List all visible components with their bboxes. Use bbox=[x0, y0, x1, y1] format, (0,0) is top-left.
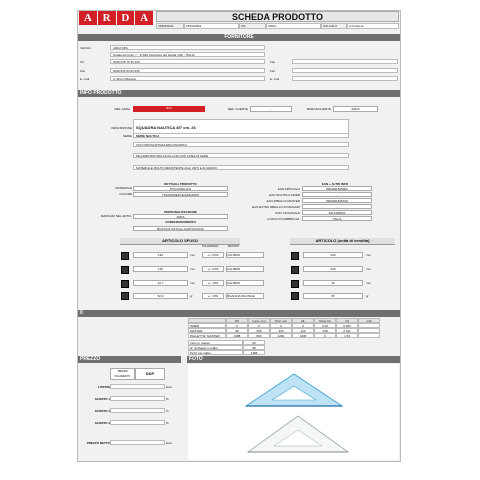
articolo-vendita-title: ARTICOLO (unità di vendita) bbox=[290, 238, 395, 245]
ean-label: EAN SCATOLA INNER bbox=[269, 193, 300, 197]
note-field[interactable]: CON IMPUGNATURA ERGONOMICA bbox=[133, 142, 349, 147]
pallet-value[interactable]: 66 bbox=[243, 340, 265, 345]
table-header: Prof. mm bbox=[270, 318, 292, 323]
fornitore-right-label: E. mail bbox=[270, 77, 280, 81]
ean-value[interactable]: 8004811815019 bbox=[302, 198, 372, 203]
header-value[interactable]: ARDA bbox=[266, 23, 321, 29]
table-cell[interactable]: 1600 bbox=[292, 333, 314, 338]
width-icon bbox=[121, 266, 129, 274]
pallet-value[interactable]: 4488 bbox=[243, 350, 265, 355]
colore-label: COLORE bbox=[119, 192, 132, 196]
table-cell[interactable]: 1200 bbox=[270, 333, 292, 338]
prezzo-label: PREZZO NETTO bbox=[86, 441, 110, 445]
sfuso-method[interactable]: CALIBRO bbox=[226, 252, 264, 258]
logo-letter: R bbox=[98, 11, 116, 25]
descrizione-field[interactable]: SQUADRA NAUTICA 45° cm. 26 bbox=[133, 119, 349, 137]
height-icon bbox=[291, 280, 299, 288]
ean-value[interactable]: - bbox=[302, 192, 372, 197]
materiale-label: MATERIALE bbox=[115, 186, 132, 190]
fornitore-field[interactable]: Strada dei Frati, 7 - 37040 Peschiera del Garda (VR) - ITALIA bbox=[110, 52, 265, 57]
ean-label: EAN IMBALLO MASTER bbox=[266, 199, 300, 203]
ean-value[interactable]: - bbox=[302, 204, 372, 209]
sfuso-tolerance[interactable]: +/- 10% bbox=[202, 280, 224, 286]
header-label: IVA bbox=[239, 23, 266, 29]
prezzo-label: SCONTO 2 bbox=[94, 409, 110, 413]
photo-area bbox=[188, 364, 399, 460]
prezzo-field[interactable] bbox=[110, 384, 165, 389]
vendita-value[interactable]: 228 bbox=[303, 266, 363, 272]
weight-icon bbox=[291, 292, 299, 300]
page-title: SCHEDA PRODOTTO bbox=[156, 11, 399, 22]
prezzo-unit: Euro bbox=[166, 441, 173, 445]
table-cell[interactable]: 120 bbox=[292, 328, 314, 333]
prezzo-pct: % bbox=[166, 409, 169, 413]
prezzo-label: LISTINO bbox=[98, 385, 110, 389]
prezzo-label: SCONTO 3 bbox=[94, 421, 110, 425]
table-cell[interactable]: 4,50 bbox=[314, 328, 336, 333]
fornitore-label: Tel bbox=[80, 60, 84, 64]
set-square-image bbox=[188, 364, 399, 460]
sfuso-value[interactable]: 195 bbox=[133, 266, 188, 272]
marca-value[interactable]: ARDA bbox=[333, 106, 378, 112]
table-header: Peso Kg bbox=[314, 318, 336, 323]
length-icon bbox=[291, 252, 299, 260]
personalizzazione-title: PERSONALIZZAZIONE bbox=[164, 210, 197, 214]
table-cell[interactable]: 0 bbox=[314, 333, 336, 338]
descrizione-label: DESCRIZIONE bbox=[111, 126, 132, 130]
sfuso-tolerance[interactable]: +/- 0,5% bbox=[202, 266, 224, 272]
table-cell[interactable]: 0 bbox=[270, 323, 292, 328]
fornitore-field[interactable]: ARDA SPA bbox=[110, 45, 265, 50]
pallet-label: Pezzi per pallet bbox=[188, 350, 243, 355]
sfuso-tolerance[interactable]: +/- 10% bbox=[202, 293, 224, 299]
packaging-header: 0 bbox=[78, 310, 400, 317]
articolo-sfuso-title: ARTICOLO SFUSO bbox=[120, 238, 240, 245]
fornitore-right-field[interactable] bbox=[292, 76, 398, 81]
fornitore-field[interactable]: 0039 045 75 36 100 bbox=[110, 59, 265, 64]
ean-value[interactable]: ITALIA bbox=[302, 216, 372, 221]
logo-letter: A bbox=[135, 11, 153, 25]
sfuso-unit: mm bbox=[190, 267, 195, 271]
dettagli-title: DETTAGLI PRODOTTO bbox=[164, 182, 197, 186]
fornitore-field[interactable]: 0039 045 64 00 465 bbox=[110, 68, 265, 73]
ref-cliente-value[interactable]: - bbox=[250, 106, 292, 112]
ean-label: EAN EXTRA IMBALLO DI MAGAZZ bbox=[252, 205, 300, 209]
table-header: m3 bbox=[336, 318, 358, 323]
fornitore-right-field[interactable] bbox=[292, 59, 398, 64]
length-icon bbox=[121, 252, 129, 260]
logo-letter: A bbox=[79, 11, 97, 25]
table-cell: PALLETTIZ. MASTER bbox=[188, 333, 226, 338]
sfuso-unit: mm bbox=[190, 281, 195, 285]
table-cell[interactable]: 0,00 bbox=[314, 323, 336, 328]
packaging-table bbox=[188, 318, 380, 338]
vendita-value[interactable]: 209 bbox=[303, 252, 363, 258]
table-cell[interactable]: 800 bbox=[248, 333, 270, 338]
fornitore-label: E. mail bbox=[80, 77, 90, 81]
sfuso-value[interactable]: 195 bbox=[133, 252, 188, 258]
sfuso-value[interactable]: 52,0 bbox=[133, 293, 188, 299]
vendita-value[interactable]: 15 bbox=[303, 280, 363, 286]
ref-arda-value[interactable]: 815 bbox=[133, 106, 205, 112]
header-meta-row bbox=[156, 23, 399, 29]
vendita-unit: mm bbox=[366, 253, 371, 257]
prezzo-header: PREZZO bbox=[78, 356, 181, 363]
header-label: CALCOLO bbox=[321, 23, 347, 29]
table-cell[interactable]: 66 bbox=[226, 328, 248, 333]
pallet-value[interactable]: 68 bbox=[243, 345, 265, 350]
table-header: Lung. mm bbox=[248, 318, 270, 323]
ean-title: EAN + ALTRI INFO bbox=[321, 182, 349, 186]
table-cell[interactable]: 0 bbox=[292, 323, 314, 328]
ref-arda-label: REF. ARDA bbox=[114, 107, 130, 111]
materiale-value[interactable]: PVC/ACRILICO bbox=[133, 186, 228, 191]
width-icon bbox=[291, 266, 299, 274]
sfuso-value[interactable]: 12,7 bbox=[133, 280, 188, 286]
pallet-table bbox=[188, 340, 265, 355]
prezzo-field[interactable] bbox=[110, 408, 165, 413]
header-value[interactable]: A rimanere bbox=[347, 23, 399, 29]
fornitore-label: Indirizzo bbox=[80, 46, 92, 50]
table-header: ml3 bbox=[358, 318, 380, 323]
confezionamento-title: CONFEZIONAMENTO bbox=[165, 220, 196, 224]
vendita-unit: mm bbox=[366, 267, 371, 271]
confezionamento-value[interactable]: BUSTA PLASTICA+CARTONCINO bbox=[133, 226, 228, 231]
table-cell[interactable]: 0 bbox=[226, 323, 248, 328]
foto-header: FOTO bbox=[187, 356, 400, 363]
table-header: Alt. bbox=[292, 318, 314, 323]
serie-field[interactable]: SERIE NAUTICA bbox=[133, 133, 349, 138]
serie-label: SERIE bbox=[122, 134, 132, 138]
fornitore-right-label: Fax bbox=[270, 69, 276, 73]
prezzo-field[interactable] bbox=[110, 420, 165, 425]
table-cell[interactable]: 0 bbox=[248, 323, 270, 328]
table-cell[interactable]: 4488 bbox=[226, 333, 248, 338]
table-cell[interactable] bbox=[358, 333, 380, 338]
table-cell[interactable]: 280 bbox=[248, 328, 270, 333]
sfuso-method[interactable]: BILANCIA DIGITALE bbox=[226, 293, 264, 299]
tolleranza-label: TOLLERANZA bbox=[202, 245, 219, 248]
ean-value[interactable]: 9017200510 bbox=[302, 210, 372, 215]
ddp-label: DDP bbox=[135, 368, 165, 380]
prezzo-pct: % bbox=[166, 421, 169, 425]
prezzo-pct: % bbox=[166, 397, 169, 401]
table-cell[interactable]: 1,54 bbox=[336, 333, 358, 338]
note-field[interactable]: MILLIMETRATURA INCOLLATA CON LINEA DI FEDE bbox=[133, 153, 349, 158]
arda-logo bbox=[79, 11, 154, 25]
marca-label: MARCA/CLIENTE bbox=[306, 107, 331, 111]
metodo-label: METODO bbox=[228, 245, 239, 248]
weight-icon bbox=[121, 292, 129, 300]
note-field[interactable]: MATERIALE MOLTO RESISTENTE AGLI URTI E AI GRAFFI bbox=[133, 165, 349, 170]
fornitore-label: Fax bbox=[80, 69, 86, 73]
prezzo-field[interactable] bbox=[110, 440, 165, 445]
colore-value[interactable]: TRASPARENTE/AZZURRO bbox=[133, 192, 228, 197]
table-cell: MASTER bbox=[188, 328, 226, 333]
header-value[interactable]: 19/04/2023 bbox=[184, 23, 239, 29]
table-cell[interactable]: 330 bbox=[270, 328, 292, 333]
header-label: ORDINALE bbox=[156, 23, 184, 29]
marchio-value[interactable]: ARDA bbox=[133, 214, 228, 219]
fornitore-right-label: Fax bbox=[270, 60, 276, 64]
ean-label: LUOGO DI FABBRICAZ. bbox=[266, 217, 300, 221]
height-icon bbox=[121, 280, 129, 288]
prezzo-field[interactable] bbox=[110, 396, 165, 401]
sfuso-method[interactable]: CALIBRO bbox=[226, 280, 264, 286]
sfuso-unit: gr bbox=[190, 294, 193, 298]
table-cell[interactable]: 0,000 bbox=[336, 323, 358, 328]
vendita-unit: mm bbox=[366, 281, 371, 285]
fornitore-right-field[interactable] bbox=[292, 68, 398, 73]
ean-label: COD. DOGANALE bbox=[274, 211, 300, 215]
ref-cliente-label: REF. CLIENTE bbox=[227, 107, 248, 111]
sfuso-method[interactable]: CALIBRO bbox=[226, 266, 264, 272]
sfuso-tolerance[interactable]: +/- 0,5% bbox=[202, 252, 224, 258]
pallet-label: N° di Master in pallet bbox=[188, 345, 243, 350]
fornitore-field[interactable]: A. Bruni Milanello bbox=[110, 76, 265, 81]
vendita-unit: gr bbox=[366, 294, 369, 298]
table-cell[interactable]: 0,011 bbox=[336, 328, 358, 333]
sfuso-unit: mm bbox=[190, 253, 195, 257]
prezzo-unit: Euro bbox=[166, 385, 173, 389]
ean-value[interactable]: 8004811815002 bbox=[302, 186, 372, 191]
table-cell: INNER bbox=[188, 323, 226, 328]
vendita-value[interactable]: 65 bbox=[303, 293, 363, 299]
ean-label: EAN ARTICOLO bbox=[277, 187, 300, 191]
table-header: PZ bbox=[226, 318, 248, 323]
pallet-label: Inner in master bbox=[188, 340, 243, 345]
prezzo-label: SCONTO 1 bbox=[94, 397, 110, 401]
marchio-label: MARCHIO NEL ARTIC. bbox=[100, 214, 132, 218]
fornitore-header: FORNITORE bbox=[78, 34, 400, 41]
info-prodotto-header: INFO PRODOTTO bbox=[78, 90, 400, 97]
logo-letter: D bbox=[117, 11, 135, 25]
termini-pagamento: TERMINI PAGAMENTO bbox=[110, 368, 135, 380]
